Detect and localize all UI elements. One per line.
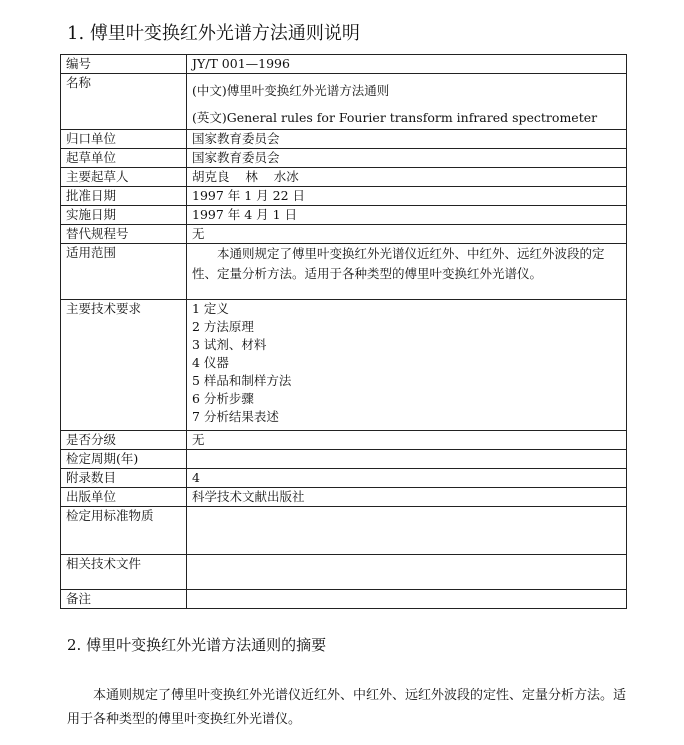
row-label: 归口单位 — [61, 130, 187, 149]
row-value — [187, 507, 627, 555]
list-item: 4 仪器 — [192, 355, 229, 370]
list-item: 3 试剂、材料 — [192, 337, 267, 352]
row-label: 适用范围 — [61, 244, 187, 300]
row-value — [187, 74, 627, 130]
row-value: 国家教育委员会 — [187, 149, 627, 168]
row-value — [187, 300, 627, 431]
row-value: 无 — [187, 225, 627, 244]
row-label: 附录数目 — [61, 469, 187, 488]
table-row — [61, 225, 627, 244]
table-row — [61, 244, 627, 300]
table-row — [61, 507, 627, 555]
row-value: 国家教育委员会 — [187, 130, 627, 149]
list-item: 2 方法原理 — [192, 319, 254, 334]
row-value — [187, 590, 627, 609]
table-row — [61, 74, 627, 130]
row-label: 编号 — [61, 55, 187, 74]
row-label: 出版单位 — [61, 488, 187, 507]
row-value: 无 — [187, 431, 627, 450]
row-label: 主要技术要求 — [61, 300, 187, 431]
row-value: JY/T 001—1996 — [187, 55, 627, 74]
table-row — [61, 187, 627, 206]
list-item: 7 分析结果表述 — [192, 409, 279, 424]
row-value: 本通则规定了傅里叶变换红外光谱仪近红外、中红外、远红外波段的定性、定量分析方法。适用于各种类型的傅里叶变换红外光谱仪。 — [187, 244, 627, 300]
table-row — [61, 300, 627, 431]
row-value: 1997 年 4 月 1 日 — [187, 206, 627, 225]
name-cn: (中文)傅里叶变换红外光谱方法通则 — [192, 83, 390, 98]
row-label: 替代规程号 — [61, 225, 187, 244]
table-row — [61, 206, 627, 225]
row-value: 胡克良 林 水冰 — [187, 168, 627, 187]
table-row — [61, 130, 627, 149]
list-item: 6 分析步骤 — [192, 391, 254, 406]
table-row — [61, 149, 627, 168]
row-label: 检定周期(年) — [61, 450, 187, 469]
table-row — [61, 469, 627, 488]
name-en: (英文)General rules for Fourier transform infrared spectrometer — [192, 110, 598, 125]
table-row — [61, 555, 627, 590]
table-row — [61, 55, 627, 74]
list-item: 5 样品和制样方法 — [192, 373, 292, 388]
summary-paragraph: 本通则规定了傅里叶变换红外光谱仪近红外、中红外、远红外波段的定性、定量分析方法。适用于各种类型的傅里叶变换红外光谱仪。 — [67, 688, 627, 727]
table-row — [61, 450, 627, 469]
row-label: 相关技术文件 — [61, 555, 187, 590]
list-item: 1 定义 — [192, 301, 229, 316]
row-label: 是否分级 — [61, 431, 187, 450]
row-value: 科学技术文献出版社 — [187, 488, 627, 507]
row-label: 起草单位 — [61, 149, 187, 168]
table-row — [61, 590, 627, 609]
row-label: 检定用标准物质 — [61, 507, 187, 555]
table-row — [61, 168, 627, 187]
row-label: 实施日期 — [61, 206, 187, 225]
row-label: 备注 — [61, 590, 187, 609]
row-label: 名称 — [61, 74, 187, 130]
table-row — [61, 488, 627, 507]
row-value — [187, 450, 627, 469]
row-value: 4 — [187, 469, 627, 488]
section-1-title: 1. 傅里叶变换红外光谱方法通则说明 — [67, 23, 360, 44]
table-row — [61, 431, 627, 450]
row-label: 批准日期 — [61, 187, 187, 206]
section-2-title: 2. 傅里叶变换红外光谱方法通则的摘要 — [67, 636, 327, 654]
row-value — [187, 555, 627, 590]
row-label: 主要起草人 — [61, 168, 187, 187]
spec-table — [60, 54, 627, 609]
row-value: 1997 年 1 月 22 日 — [187, 187, 627, 206]
